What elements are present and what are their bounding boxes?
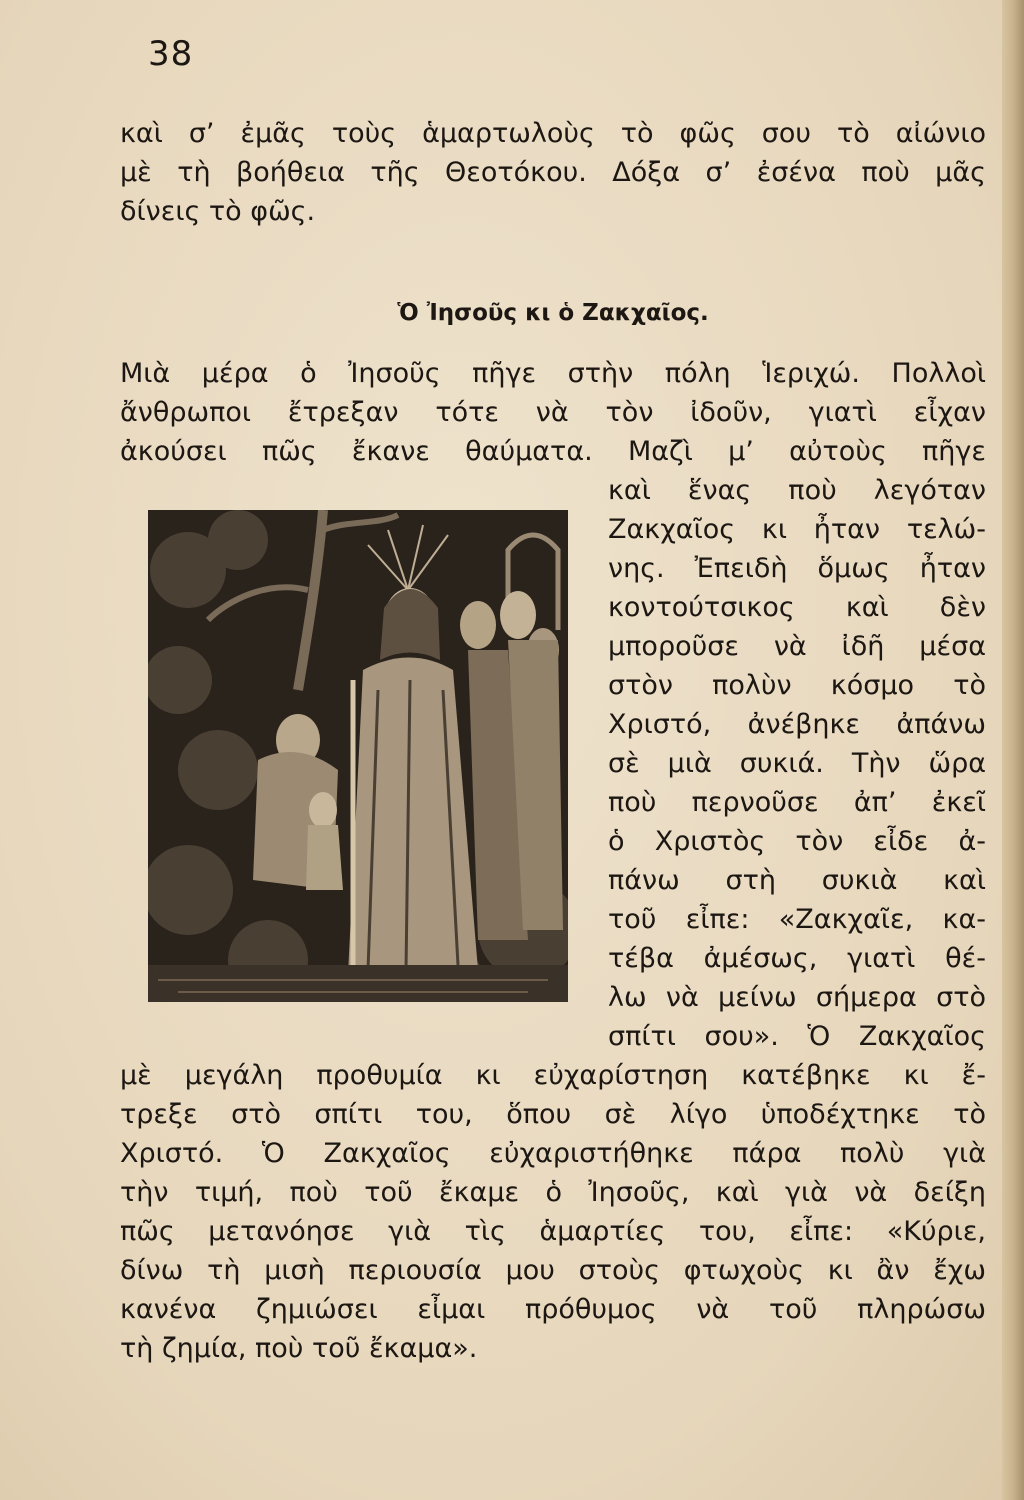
text-line: Ζακχαῖος κι ἦταν τελώ- [608,514,986,545]
text-line: ὁ Χριστὸς τὸν εἶδε ἀ- [608,826,986,857]
text-line: ποὺ περνοῦσε ἀπ’ ἐκεῖ [608,787,986,818]
text-line: ἀκούσει πῶς ἔκανε θαύματα. Μαζὶ μ’ αὐτοὺς πῆγε [120,436,986,467]
body-paragraph-start [120,354,986,471]
text-line: καὶ ἕνας ποὺ λεγόταν [608,475,986,506]
text-line: μποροῦσε νὰ ἰδῆ μέσα [608,631,986,662]
section-heading: Ὁ Ἰησοῦς κι ὁ Ζακχαῖος. [397,300,709,326]
page-number: 38 [148,34,194,74]
engraving-illustration [148,510,568,1002]
text-line: τέβα ἀμέσως, γιατὶ θέ- [608,943,986,974]
body-paragraph-end [120,1056,986,1368]
text-line: μὲ μεγάλη προθυμία κι εὐχαρίστηση κατέβηκε κι ἔ- [120,1060,986,1091]
text-line: σπίτι σου». Ὁ Ζακχαῖος [608,1021,986,1052]
text-line: καὶ σ’ ἐμᾶς τοὺς ἁμαρτωλοὺς τὸ φῶς σου τὸ αἰώνιο [120,118,986,149]
text-line: κανένα ζημιώσει εἶμαι πρόθυμος νὰ τοῦ πληρώσω [120,1294,986,1325]
text-line: ἄνθρωποι ἔτρεξαν τότε νὰ τὸν ἰδοῦν, γιατὶ εἶχαν [120,397,986,428]
side-column-text [608,471,986,1056]
text-line: δίνεις τὸ φῶς. [120,196,316,227]
text-line: λω νὰ μείνω σήμερα στὸ [608,982,986,1013]
engraving-picture [148,510,568,1002]
text-line: Χριστό. Ὁ Ζακχαῖος εὐχαριστήθηκε πάρα πολὺ γιὰ [120,1138,986,1169]
text-line: πῶς μετανόησε γιὰ τὶς ἁμαρτίες του, εἶπε: «Κύριε, [120,1216,986,1247]
text-line: κοντούτσικος καὶ δὲν [608,592,986,623]
text-line: νης. Ἐπειδὴ ὅμως ἦταν [608,553,986,584]
text-line: μὲ τὴ βοήθεια τῆς Θεοτόκου. Δόξα σ’ ἐσένα ποὺ μᾶς [120,157,986,188]
intro-paragraph [120,114,986,231]
text-line: τοῦ εἶπε: «Ζακχαῖε, κα- [608,904,986,935]
text-line: Χριστό, ἀνέβηκε ἀπάνω [608,709,986,740]
page-edge [1002,0,1024,1500]
text-line: στὸν πολὺν κόσμο τὸ [608,670,986,701]
text-line: πάνω στὴ συκιὰ καὶ [608,865,986,896]
text-line: δίνω τὴ μισὴ περιουσία μου στοὺς φτωχοὺς κι ἂν ἔχω [120,1255,986,1286]
text-line: τρεξε στὸ σπίτι του, ὅπου σὲ λίγο ὑποδέχτηκε τὸ [120,1099,986,1130]
text-line: σὲ μιὰ συκιά. Τὴν ὥρα [608,748,986,779]
text-line: Μιὰ μέρα ὁ Ἰησοῦς πῆγε στὴν πόλη Ἱεριχώ. Πολλοὶ [120,358,986,389]
text-line: τὴν τιμή, ποὺ τοῦ ἔκαμε ὁ Ἰησοῦς, καὶ γιὰ νὰ δείξη [120,1177,986,1208]
text-line: τὴ ζημία, ποὺ τοῦ ἔκαμα». [120,1333,478,1364]
